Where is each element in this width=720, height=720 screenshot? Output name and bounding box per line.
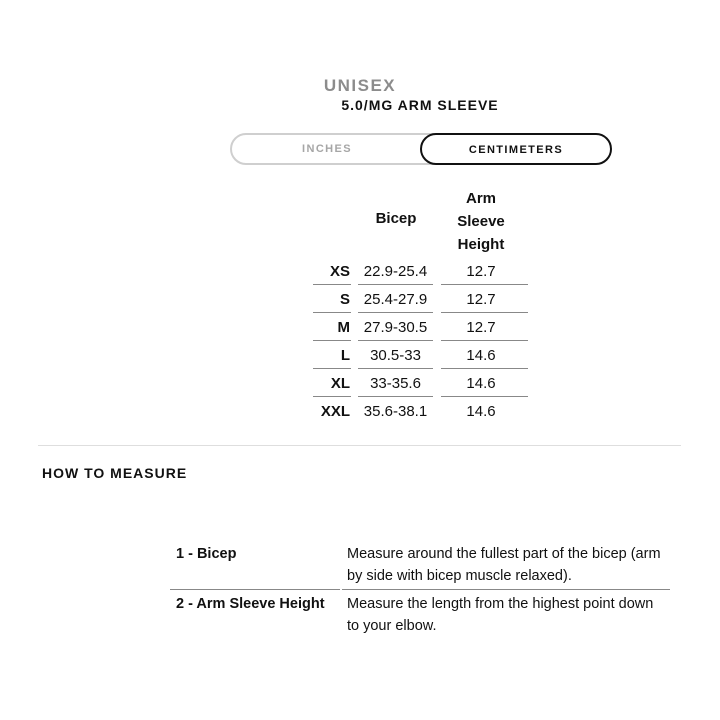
height-value: 12.7 — [466, 319, 496, 336]
measure-instructions-table — [170, 543, 670, 643]
size-label: L — [340, 347, 350, 364]
row-divider — [170, 589, 340, 590]
inches-toggle-button[interactable]: INCHES — [302, 143, 352, 155]
table-row — [313, 285, 528, 313]
bicep-value: 30.5-33 — [370, 347, 421, 364]
height-value: 12.7 — [466, 263, 496, 280]
bicep-value: 25.4-27.9 — [363, 291, 428, 308]
size-chart-table — [313, 185, 528, 425]
size-table-header — [313, 185, 528, 257]
arm-header-line: Sleeve — [457, 213, 505, 230]
bicep-value: 27.9-30.5 — [363, 319, 428, 336]
measure-row-bicep — [170, 543, 670, 589]
product-title: 5.0/MG ARM SLEEVE — [341, 97, 499, 113]
height-value: 14.6 — [466, 375, 496, 392]
size-label: M — [337, 319, 350, 336]
table-row — [313, 257, 528, 285]
unit-toggle — [230, 133, 610, 165]
column-header-bicep: Bicep — [375, 210, 417, 227]
height-value: 12.7 — [466, 291, 496, 308]
size-label: XXL — [320, 403, 350, 420]
measure-description: Measure around the fullest part of the bicep (arm by side with bicep muscle relaxed). — [347, 546, 661, 584]
arm-header-line: Arm — [465, 190, 496, 207]
measure-description: Measure the length from the highest point down to your elbow. — [347, 596, 654, 634]
section-divider — [38, 445, 681, 446]
column-header-arm-sleeve-height — [441, 187, 521, 256]
bicep-value: 22.9-25.4 — [363, 263, 428, 280]
size-label: XL — [330, 375, 350, 392]
row-divider — [342, 589, 670, 590]
table-row — [313, 369, 528, 397]
category-label: UNISEX — [323, 76, 397, 95]
arm-header-line: Height — [457, 236, 505, 253]
centimeters-toggle-button[interactable]: CENTIMETERS — [420, 133, 612, 165]
height-value: 14.6 — [466, 347, 496, 364]
table-row — [313, 397, 528, 425]
how-to-measure-heading: HOW TO MEASURE — [42, 465, 188, 481]
measure-term: 1 - Bicep — [176, 546, 237, 562]
bicep-value: 35.6-38.1 — [363, 403, 428, 420]
height-value: 14.6 — [466, 403, 496, 420]
measure-term: 2 - Arm Sleeve Height — [176, 596, 325, 612]
size-label: S — [339, 291, 350, 308]
table-row — [313, 313, 528, 341]
table-row — [313, 341, 528, 369]
measure-row-arm-sleeve-height — [170, 593, 670, 643]
size-label: XS — [329, 263, 350, 280]
bicep-value: 33-35.6 — [370, 375, 421, 392]
